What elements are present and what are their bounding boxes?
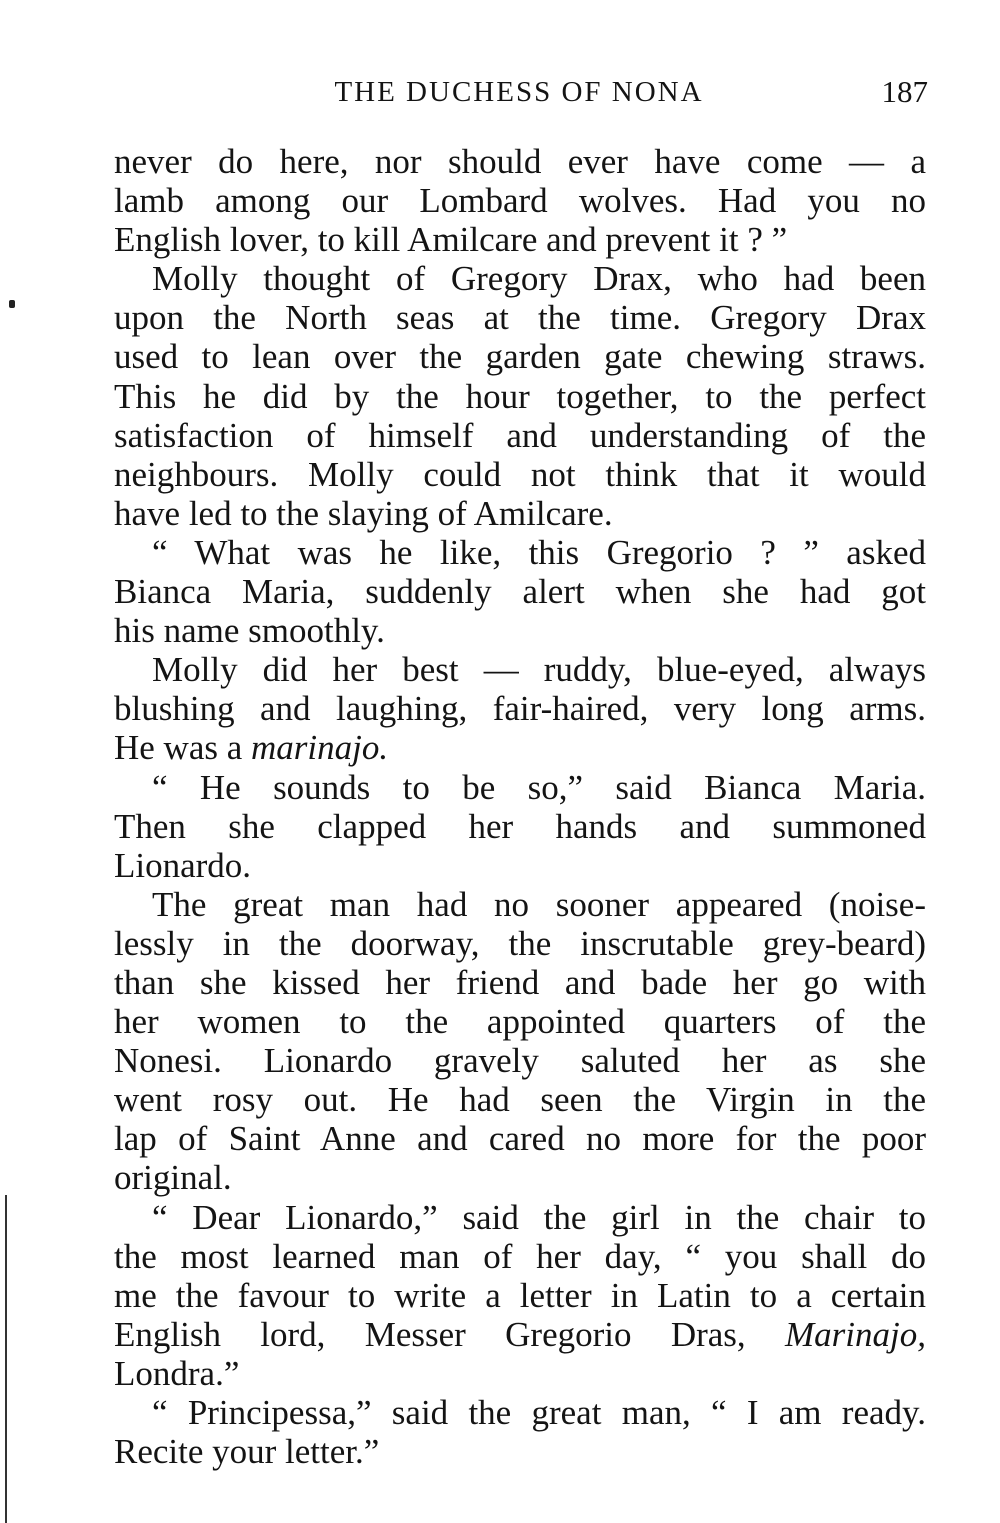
page-number: 187 bbox=[881, 74, 928, 109]
text-line: original. bbox=[114, 1158, 232, 1198]
text-line bbox=[114, 728, 926, 767]
text-line: the most learned man of her day, “ you shall do bbox=[114, 1236, 926, 1276]
paragraph bbox=[114, 1198, 926, 1393]
text-line: lessly in the doorway, the inscrutable grey-beard) bbox=[114, 923, 926, 963]
text-line: have led to the slaying of Amilcare. bbox=[114, 493, 613, 533]
text-line: “ What was he like, this Gregorio ? ” asked bbox=[152, 532, 926, 572]
paragraph bbox=[114, 885, 926, 1198]
text-line: Molly thought of Gregory Drax, who had been bbox=[152, 259, 926, 299]
text-line: Then she clapped her hands and summoned bbox=[114, 806, 926, 846]
paragraph bbox=[114, 768, 926, 885]
text-line: Nonesi. Lionardo gravely saluted her as she bbox=[114, 1041, 926, 1081]
running-title: THE DUCHESS OF NONA bbox=[334, 76, 704, 108]
text-line: than she kissed her friend and bade her go with bbox=[114, 962, 926, 1002]
paragraph bbox=[114, 650, 926, 767]
text-line: his name smoothly. bbox=[114, 611, 385, 651]
text-line: went rosy out. He had seen the Virgin in the bbox=[114, 1080, 926, 1120]
text-line: This he did by the hour together, to the perfect bbox=[114, 376, 926, 416]
paragraph bbox=[114, 533, 926, 650]
italic-word: Marinajo, bbox=[785, 1314, 926, 1354]
text-line: Londra.” bbox=[114, 1353, 240, 1393]
text-line: The great man had no sooner appeared (noise- bbox=[152, 884, 926, 924]
text-line: her women to the appointed quarters of the bbox=[114, 1002, 926, 1042]
margin-rule bbox=[5, 1195, 7, 1523]
text-line: never do here, nor should ever have come — a bbox=[114, 142, 926, 181]
text-line: lap of Saint Anne and cared no more for the poor bbox=[114, 1119, 926, 1159]
text-line: me the favour to write a letter in Latin to a certain bbox=[114, 1275, 926, 1315]
text-line: Recite your letter.” bbox=[114, 1432, 380, 1472]
text-line: “ He sounds to be so,” said Bianca Maria. bbox=[152, 767, 926, 807]
text-fragment: He was a bbox=[114, 728, 252, 768]
paragraph bbox=[114, 1393, 926, 1471]
italic-word: marinajo. bbox=[251, 728, 389, 768]
text-line: satisfaction of himself and understanding of the bbox=[114, 415, 926, 455]
page-header bbox=[110, 72, 928, 116]
text-line: blushing and laughing, fair-haired, very long arms. bbox=[114, 689, 926, 729]
text-line: “ Dear Lionardo,” said the girl in the chair to bbox=[152, 1197, 926, 1237]
text-line bbox=[114, 1315, 926, 1354]
text-line: Molly did her best — ruddy, blue-eyed, always bbox=[152, 650, 926, 690]
margin-mark bbox=[9, 300, 15, 308]
body-text bbox=[114, 142, 926, 1471]
text-line: lamb among our Lombard wolves. Had you no bbox=[114, 181, 926, 221]
text-line: neighbours. Molly could not think that it would bbox=[114, 454, 926, 494]
text-line: Bianca Maria, suddenly alert when she had got bbox=[114, 572, 926, 612]
paragraph bbox=[114, 259, 926, 533]
text-line: Lionardo. bbox=[114, 845, 252, 885]
text-line: upon the North seas at the time. Gregory Drax bbox=[114, 298, 926, 338]
text-line: “ Principessa,” said the great man, “ I am ready. bbox=[152, 1393, 926, 1432]
text-fragment: English lord, Messer Gregorio Dras, bbox=[114, 1314, 786, 1354]
text-line: English lover, to kill Amilcare and prevent it ? ” bbox=[114, 220, 788, 260]
paragraph bbox=[114, 142, 926, 259]
text-line: used to lean over the garden gate chewing straws. bbox=[114, 337, 926, 377]
